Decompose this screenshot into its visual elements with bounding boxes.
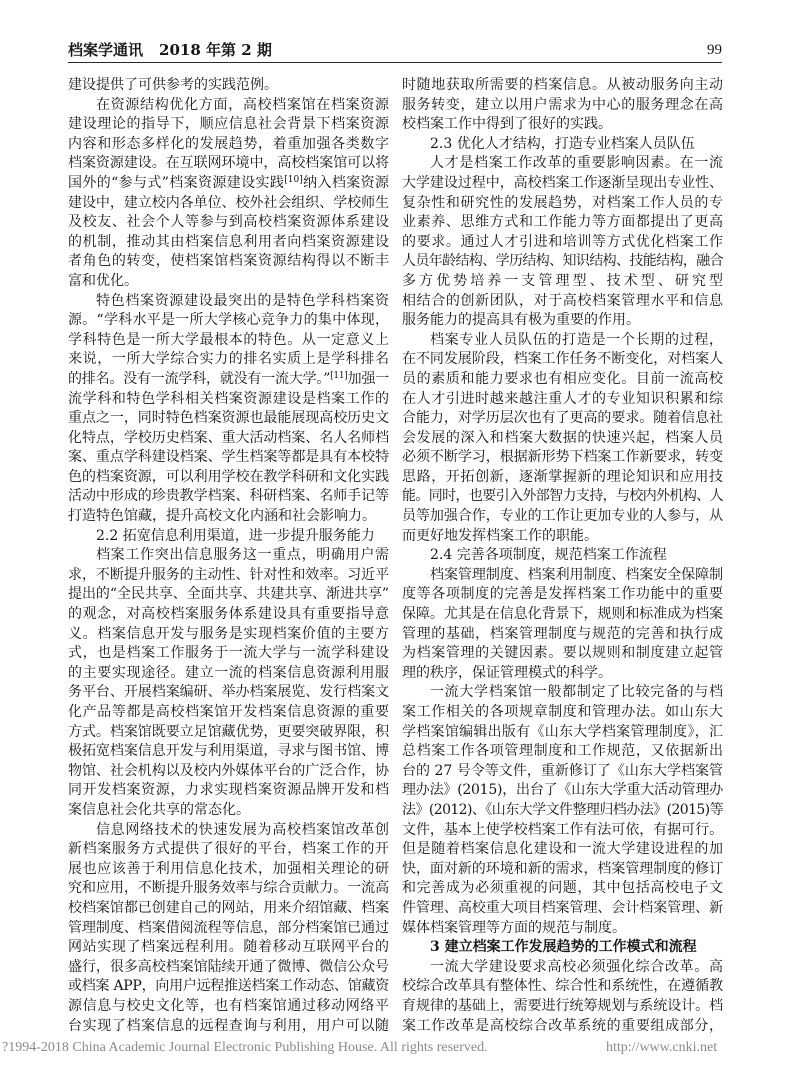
text-line: 学科特色是一所大学最根本的特色。从一定意义上 bbox=[68, 331, 389, 348]
text-line: 理办法》(2015)，出台了《山东大学重大活动管理办 bbox=[402, 782, 723, 799]
heading-text: 2.4 完善各项制度，规范档案工作流程 bbox=[430, 547, 667, 564]
cnki-url: http://www.cnki.net bbox=[606, 1040, 718, 1055]
text-line: 员的素质和能力要求也有相应变化。目前一流高校 bbox=[402, 370, 723, 387]
paragraph bbox=[68, 96, 389, 292]
text-line: 总档案工作各项管理制度和工作规范，又依据新出 bbox=[402, 743, 723, 760]
text-line: 方式。档案馆既要立足馆藏优势，更要突破界限，积 bbox=[68, 723, 389, 740]
text-line: 员等加强合作，专业的工作让更加专业的人参与，从 bbox=[402, 508, 723, 525]
running-header bbox=[68, 40, 272, 60]
text-segment: 加强一 bbox=[347, 370, 389, 387]
text-line bbox=[68, 370, 389, 390]
issue-label: 2018 年第 2 期 bbox=[159, 41, 272, 59]
text-line: 案信息社会化共享的常态化。 bbox=[68, 801, 250, 818]
text-line: 文件，基本上使学校档案工作有法可依，有据可行。 bbox=[402, 821, 723, 838]
text-line: 档案管理制度、档案利用制度、档案安全保障制 bbox=[430, 566, 723, 583]
text-line: 合能力，对学历层次也有了更高的要求。随着信息社 bbox=[402, 410, 723, 427]
text-line: 盛行，很多高校档案馆陆续开通了微博、微信公众号 bbox=[68, 958, 389, 975]
text-line: 色的档案资源，可以利用学校在教学科研和文化实践 bbox=[68, 468, 389, 485]
section-heading bbox=[402, 938, 723, 958]
paragraph bbox=[68, 76, 389, 96]
text-line: 物馆、社会机构以及校内外媒体平台的广泛合作，协 bbox=[68, 762, 389, 779]
text-line: 流学科和特色学科相关档案资源建设是档案工作的 bbox=[68, 390, 389, 407]
paragraph bbox=[402, 683, 723, 938]
text-line: 活动中形成的珍贵教学档案、科研档案、名师手记等 bbox=[68, 488, 389, 505]
text-line: 时随地获取所需要的档案信息。从被动服务向主动 bbox=[402, 77, 723, 93]
text-line: 管理制度、档案借阅流程等信息，部分档案馆已通过 bbox=[68, 919, 389, 936]
text-line: 法》(2012)、《山东大学文件整理归档办法》(2015)等 bbox=[402, 801, 723, 818]
text-line: 一流大学档案馆一般都制定了比较完备的与档 bbox=[430, 684, 723, 701]
text-line: 案工作相关的各项规章制度和管理办法。如山东大 bbox=[402, 704, 723, 720]
text-line: 的机制，推动其由档案信息利用者向档案资源建设 bbox=[68, 233, 389, 250]
text-line: 的观念，对高校档案服务体系建设具有重要指导意 bbox=[68, 606, 389, 623]
text-line: 大学建设过程中，高校档案工作逐渐呈现出专业性、 bbox=[402, 174, 723, 191]
text-line: 台实现了档案信息的远程查询与利用，用户可以随 bbox=[68, 1017, 389, 1034]
text-line: 来说，一所大学综合实力的排名实质上是学科排名 bbox=[68, 351, 389, 368]
text-line: 一流大学建设要求高校必须强化综合改革。高 bbox=[430, 958, 723, 975]
text-line: 者角色的转变，使档案馆档案资源结构得以不断丰 bbox=[68, 253, 389, 270]
text-segment: 国外的“参与式”档案资源建设实践 bbox=[68, 174, 285, 191]
text-line: 建设提供了可供参考的实践范例。 bbox=[68, 77, 278, 93]
text-line: 会发展的深入和档案大数据的快速兴起，档案人员 bbox=[402, 429, 723, 446]
text-line: 在不同发展阶段，档案工作任务不断变化，对档案人 bbox=[402, 351, 723, 368]
text-line: 网站实现了档案远程利用。随着移动互联网平台的 bbox=[68, 939, 389, 956]
text-line: 及校友、社会个人等参与到高校档案资源体系建设 bbox=[68, 214, 389, 231]
section-heading bbox=[402, 546, 723, 566]
text-line: 新档案服务方式提供了很好的平台，档案工作的开 bbox=[68, 841, 389, 858]
text-line: 相结合的创新团队，对于高校档案管理水平和信息 bbox=[402, 292, 723, 309]
paragraph bbox=[402, 566, 723, 684]
text-line: 提出的“全民共享、全面共享、共建共享、渐进共享” bbox=[68, 586, 389, 603]
text-line: 而更好地发挥档案工作的职能。 bbox=[402, 527, 598, 544]
text-line: 内容和形态多样化的发展趋势，着重加强各类数字 bbox=[68, 135, 389, 152]
citation-marker: [10] bbox=[284, 174, 303, 185]
text-line: 人员年龄结构、学历结构、知识结构、技能结构，融合 bbox=[402, 253, 723, 270]
column-right bbox=[402, 76, 723, 1036]
text-segment: 纳入档案资源 bbox=[302, 174, 389, 191]
text-line: 多方优势培养一支管理型、技术型、研究型 bbox=[402, 272, 723, 289]
section-heading bbox=[402, 135, 723, 155]
text-line: 和完善成为必须重视的问题，其中包括高校电子文 bbox=[402, 880, 723, 897]
text-line: 义。档案信息开发与服务是实现档案价值的主要方 bbox=[68, 625, 389, 642]
text-line: 信息网络技术的快速发展为高校档案馆改革创 bbox=[96, 821, 389, 838]
text-line: 理的秩序，保证管理模式的科学。 bbox=[402, 664, 612, 681]
text-line: 案工作改革是高校综合改革系统的重要组成部分， bbox=[402, 1017, 723, 1034]
text-line: 校档案工作中得到了很好的实践。 bbox=[402, 116, 612, 133]
text-line: 思路，开拓创新，逐渐掌握新的理论知识和应用技 bbox=[402, 468, 723, 485]
text-line: 打造特色馆藏，提升高校文化内涵和社会影响力。 bbox=[68, 508, 376, 525]
text-line: 式，也是档案工作服务于一流大学与一流学科建设 bbox=[68, 645, 389, 662]
text-line: 务平台、开展档案编研、举办档案展览、发行档案文 bbox=[68, 684, 389, 701]
text-line: 求，不断提升服务的主动性、针对性和效率。习近平 bbox=[68, 566, 389, 583]
text-line: 但是随着档案信息化建设和一流大学建设进程的加 bbox=[402, 841, 723, 858]
paragraph bbox=[402, 958, 723, 1036]
text-line: 育规律的基础上，需要进行统筹规划与系统设计。档 bbox=[402, 997, 723, 1014]
text-line: 展也应该善于利用信息化技术，加强相关理论的研 bbox=[68, 860, 389, 877]
journal-name: 档案学通讯 bbox=[68, 41, 144, 59]
paragraph bbox=[68, 821, 389, 1037]
text-line: 件管理、高校重大项目档案管理、会计档案管理、新 bbox=[402, 899, 723, 916]
text-line: 保障。尤其是在信息化背景下，规则和标准成为档案 bbox=[402, 606, 723, 623]
text-line: 服务转变，建立以用户需求为中心的服务理念在高 bbox=[402, 96, 723, 113]
text-line: 富和优化。 bbox=[68, 272, 138, 289]
column-left bbox=[68, 76, 389, 1036]
text-line: 重点之一，同时特色档案资源也最能展现高校历史文 bbox=[68, 410, 389, 427]
text-line: 在人才引进时越来越注重人才的专业知识积累和综 bbox=[402, 390, 723, 407]
text-line: 快，面对新的环境和新的需求，档案管理制度的修订 bbox=[402, 860, 723, 877]
text-line: 必须不断学习，根据新形势下档案工作新要求，转变 bbox=[402, 449, 723, 466]
text-line: 业素养、思维方式和工作能力等方面都提出了更高 bbox=[402, 214, 723, 231]
text-line: 建设理论的指导下，顺应信息社会背景下档案资源 bbox=[68, 116, 389, 133]
text-line: 服务能力的提高具有极为重要的作用。 bbox=[402, 312, 640, 329]
text-line: 的主要实现途径。建立一流的档案信息资源利用服 bbox=[68, 664, 389, 681]
section-heading bbox=[68, 527, 389, 547]
copyright-notice: ?1994-2018 China Academic Journal Electronic Publishing House. All rights reserved. bbox=[2, 1040, 488, 1055]
text-line: 化特点，学校历史档案、重大活动档案、名人名师档 bbox=[68, 429, 389, 446]
text-line: 校档案馆都已创建自己的网站，用来介绍馆藏、档案 bbox=[68, 899, 389, 916]
header-rule bbox=[68, 62, 722, 63]
text-line: 复杂性和研究性的发展趋势，对档案工作人员的专 bbox=[402, 194, 723, 211]
heading-text: 2.2 拓宽信息利用渠道，进一步提升服务能力 bbox=[96, 527, 375, 544]
text-line: 学档案馆编辑出版有《山东大学档案管理制度》，汇 bbox=[402, 723, 723, 740]
text-line: 源。“学科水平是一所大学核心竞争力的集中体现， bbox=[68, 312, 389, 329]
paragraph bbox=[402, 331, 723, 547]
text-line: 特色档案资源建设最突出的是特色学科档案资 bbox=[96, 292, 389, 309]
text-line: 的要求。通过人才引进和培训等方式优化档案工作 bbox=[402, 233, 723, 250]
text-line: 源信息与校史文化等，也有档案馆通过移动网络平 bbox=[68, 997, 389, 1014]
text-line: 同开发档案资源，力求实现档案资源品牌开发和档 bbox=[68, 782, 389, 799]
text-line: 管理的基础，档案管理制度与规范的完善和执行成 bbox=[402, 625, 723, 642]
text-line: 能。同时，也要引入外部智力支持，与校内外机构、人 bbox=[402, 488, 723, 505]
text-line: 在资源结构优化方面，高校档案馆在档案资源 bbox=[96, 96, 389, 113]
page-number: 99 bbox=[707, 42, 722, 58]
paragraph bbox=[68, 292, 389, 527]
text-line: 或档案 APP，向用户远程推送档案工作动态、馆藏资 bbox=[68, 978, 389, 995]
text-line bbox=[68, 174, 389, 194]
text-line: 为档案管理的关键因素。要以规则和制度建立起管 bbox=[402, 645, 723, 662]
heading-text: 2.3 优化人才结构，打造专业档案人员队伍 bbox=[430, 135, 695, 152]
text-line: 案、重点学科建设档案、学生档案等都是具有本校特 bbox=[68, 449, 389, 466]
text-line: 校综合改革具有整体性、综合性和系统性，在遵循教 bbox=[402, 978, 723, 995]
paragraph bbox=[402, 76, 723, 135]
heading-text: 3 建立档案工作发展趋势的工作模式和流程 bbox=[430, 939, 697, 956]
text-line: 媒体档案管理等方面的规范与制度。 bbox=[402, 919, 626, 936]
text-line: 档案工作突出信息服务这一重点，明确用户需 bbox=[96, 547, 389, 564]
text-line: 极拓宽档案信息开发与利用渠道，寻求与图书馆、博 bbox=[68, 743, 389, 760]
text-line: 建设中，建立校内各单位、校外社会组织、学校师生 bbox=[68, 194, 389, 211]
paragraph bbox=[68, 546, 389, 820]
text-line: 档案专业人员队伍的打造是一个长期的过程， bbox=[430, 331, 723, 348]
text-line: 档案资源建设。在互联网环境中，高校档案馆可以将 bbox=[68, 155, 389, 172]
text-line: 化产品等都是高校档案馆开发档案信息资源的重要 bbox=[68, 704, 389, 720]
text-line: 人才是档案工作改革的重要影响因素。在一流 bbox=[430, 155, 723, 172]
text-line: 究和应用，不断提升服务效率与综合贡献力。一流高 bbox=[68, 880, 389, 897]
citation-marker: [11] bbox=[330, 370, 348, 381]
text-line: 度等各项制度的完善是发挥档案工作功能中的重要 bbox=[402, 586, 723, 603]
text-segment: 的排名。没有一流学科，就没有一流大学。” bbox=[68, 370, 331, 387]
paragraph bbox=[402, 154, 723, 330]
text-line: 台的 27 号令等文件，重新修订了《山东大学档案管 bbox=[402, 762, 723, 779]
